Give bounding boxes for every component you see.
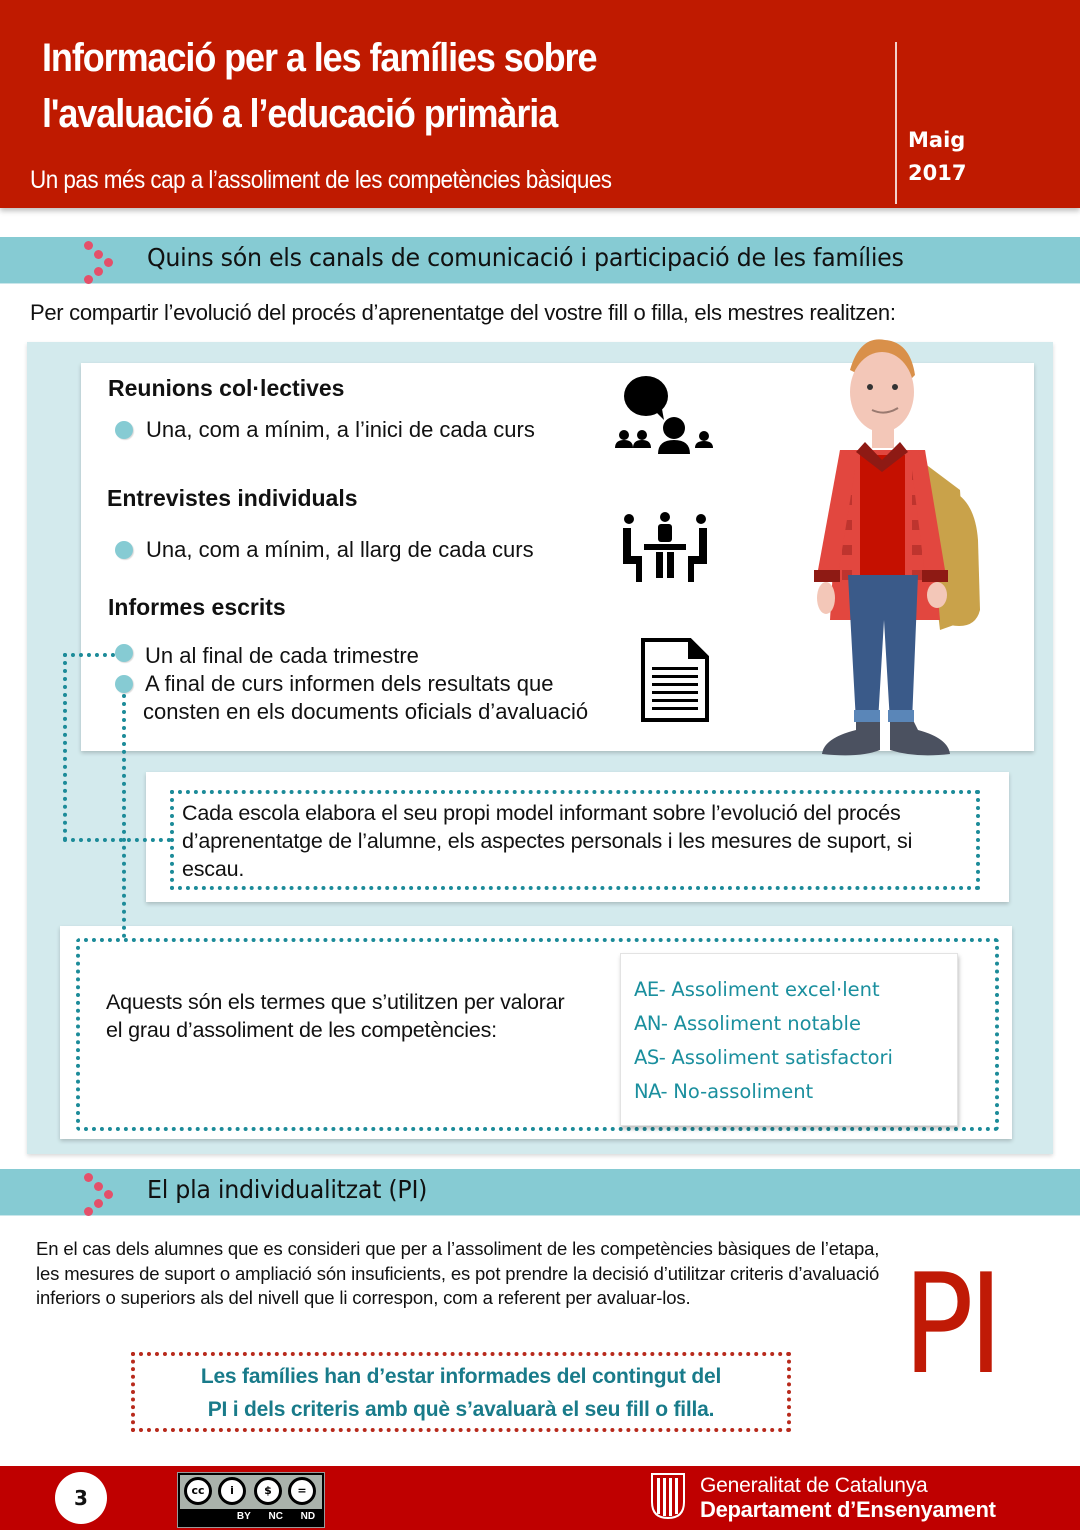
channel-item: Un al final de cada trimestre	[145, 643, 419, 668]
pi-description: En el cas dels alumnes que es consideri que per a l’assoliment de les competències bàsiques de l’etapa, les mesures de suport o ampliació són insuficients, es pot prendre la decisió d’utilitzar criteris d’avaluació inferiors o superiors als del nivell que li correspon, com a referent per avaluar-los.	[36, 1238, 880, 1308]
channel-item: Una, com a mínim, a l’inici de cada curs	[146, 417, 535, 442]
pi-callout-line-2: PI i dels criteris amb què s’avaluarà el seu fill o filla.	[207, 1398, 715, 1421]
chevron-dots-icon	[82, 239, 122, 283]
creative-commons-license-badge[interactable]	[177, 1472, 325, 1528]
page-title	[42, 30, 672, 142]
bullet-icon	[115, 541, 133, 559]
date-year: 2017	[908, 161, 967, 185]
interview-table-icon	[620, 512, 710, 586]
channel-item: A final de curs informen dels resultats que	[145, 671, 554, 696]
license-by: BY	[236, 1511, 251, 1522]
department-name: Departament d’Ensenyament	[700, 1497, 996, 1522]
title-line-2: l'avaluació a l’educació primària	[42, 92, 558, 136]
pi-callout-line-1: Les famílies han d’estar informades del contingut del	[200, 1365, 722, 1388]
terms-legend-list	[634, 973, 893, 1109]
channel-title-collective: Reunions col·lectives	[108, 375, 345, 401]
intro-text: Per compartir l’evolució del procés d’aprenentatge del vostre fill o filla, els mestres realitzen:	[30, 300, 896, 325]
generalitat-logo-icon	[650, 1472, 686, 1520]
pi-big-label: PI	[903, 1244, 999, 1405]
term-an: AN- Assoliment notable	[634, 1012, 861, 1035]
report-model-note: Cada escola elabora el seu propi model informant sobre l’evolució del procés d’aprenentatge de l’alumne, els aspectes personals i les mesures de suport, si escau.	[182, 801, 913, 881]
header-divider	[895, 42, 897, 204]
section-heading-pi	[0, 1169, 1080, 1216]
student-illustration	[800, 330, 1000, 762]
bullet-icon	[115, 675, 133, 693]
section-title: El pla individualitzat (PI)	[147, 1175, 428, 1204]
channel-title-written-reports: Informes escrits	[108, 594, 286, 620]
connector-line	[63, 838, 171, 842]
connector-line	[122, 694, 126, 938]
date-month: Maig	[908, 128, 966, 152]
channel-item-continuation: consten en els documents oficials d’avaluació	[143, 699, 589, 724]
org-name: Generalitat de Catalunya	[700, 1474, 928, 1497]
license-nd: ND	[300, 1511, 316, 1522]
connector-line	[63, 653, 115, 657]
connector-line	[63, 653, 67, 841]
term-as: AS- Assoliment satisfactori	[634, 1046, 893, 1069]
channel-title-individual: Entrevistes individuals	[107, 485, 358, 511]
group-meeting-icon	[612, 374, 716, 456]
page-subtitle: Un pas més cap a l’assoliment de les competències bàsiques	[30, 166, 612, 194]
channel-item: Una, com a mínim, al llarg de cada curs	[146, 537, 534, 562]
bullet-icon	[115, 421, 133, 439]
section-title: Quins són els canals de comunicació i participació de les famílies	[147, 243, 904, 272]
cc-icon: cc	[184, 1477, 212, 1505]
document-icon	[640, 637, 710, 723]
non-commercial-icon: $	[254, 1477, 282, 1505]
pi-callout	[131, 1360, 791, 1426]
page-number: 3	[55, 1472, 107, 1524]
no-derivatives-icon: =	[288, 1477, 316, 1505]
chevron-dots-icon	[82, 1171, 122, 1215]
term-ae: AE- Assoliment excel·lent	[634, 978, 880, 1001]
publication-date	[908, 124, 966, 190]
license-nc: NC	[268, 1511, 283, 1522]
title-line-1: Informació per a les famílies sobre	[42, 36, 597, 80]
header-banner	[0, 0, 1080, 208]
term-na: NA- No-assoliment	[634, 1080, 814, 1103]
section-heading-channels	[0, 237, 1080, 284]
bullet-icon	[115, 644, 133, 662]
attribution-icon: i	[218, 1477, 246, 1505]
terms-intro: Aquests són els termes que s’utilitzen per valorar el grau d’assoliment de les competències:	[106, 990, 565, 1042]
